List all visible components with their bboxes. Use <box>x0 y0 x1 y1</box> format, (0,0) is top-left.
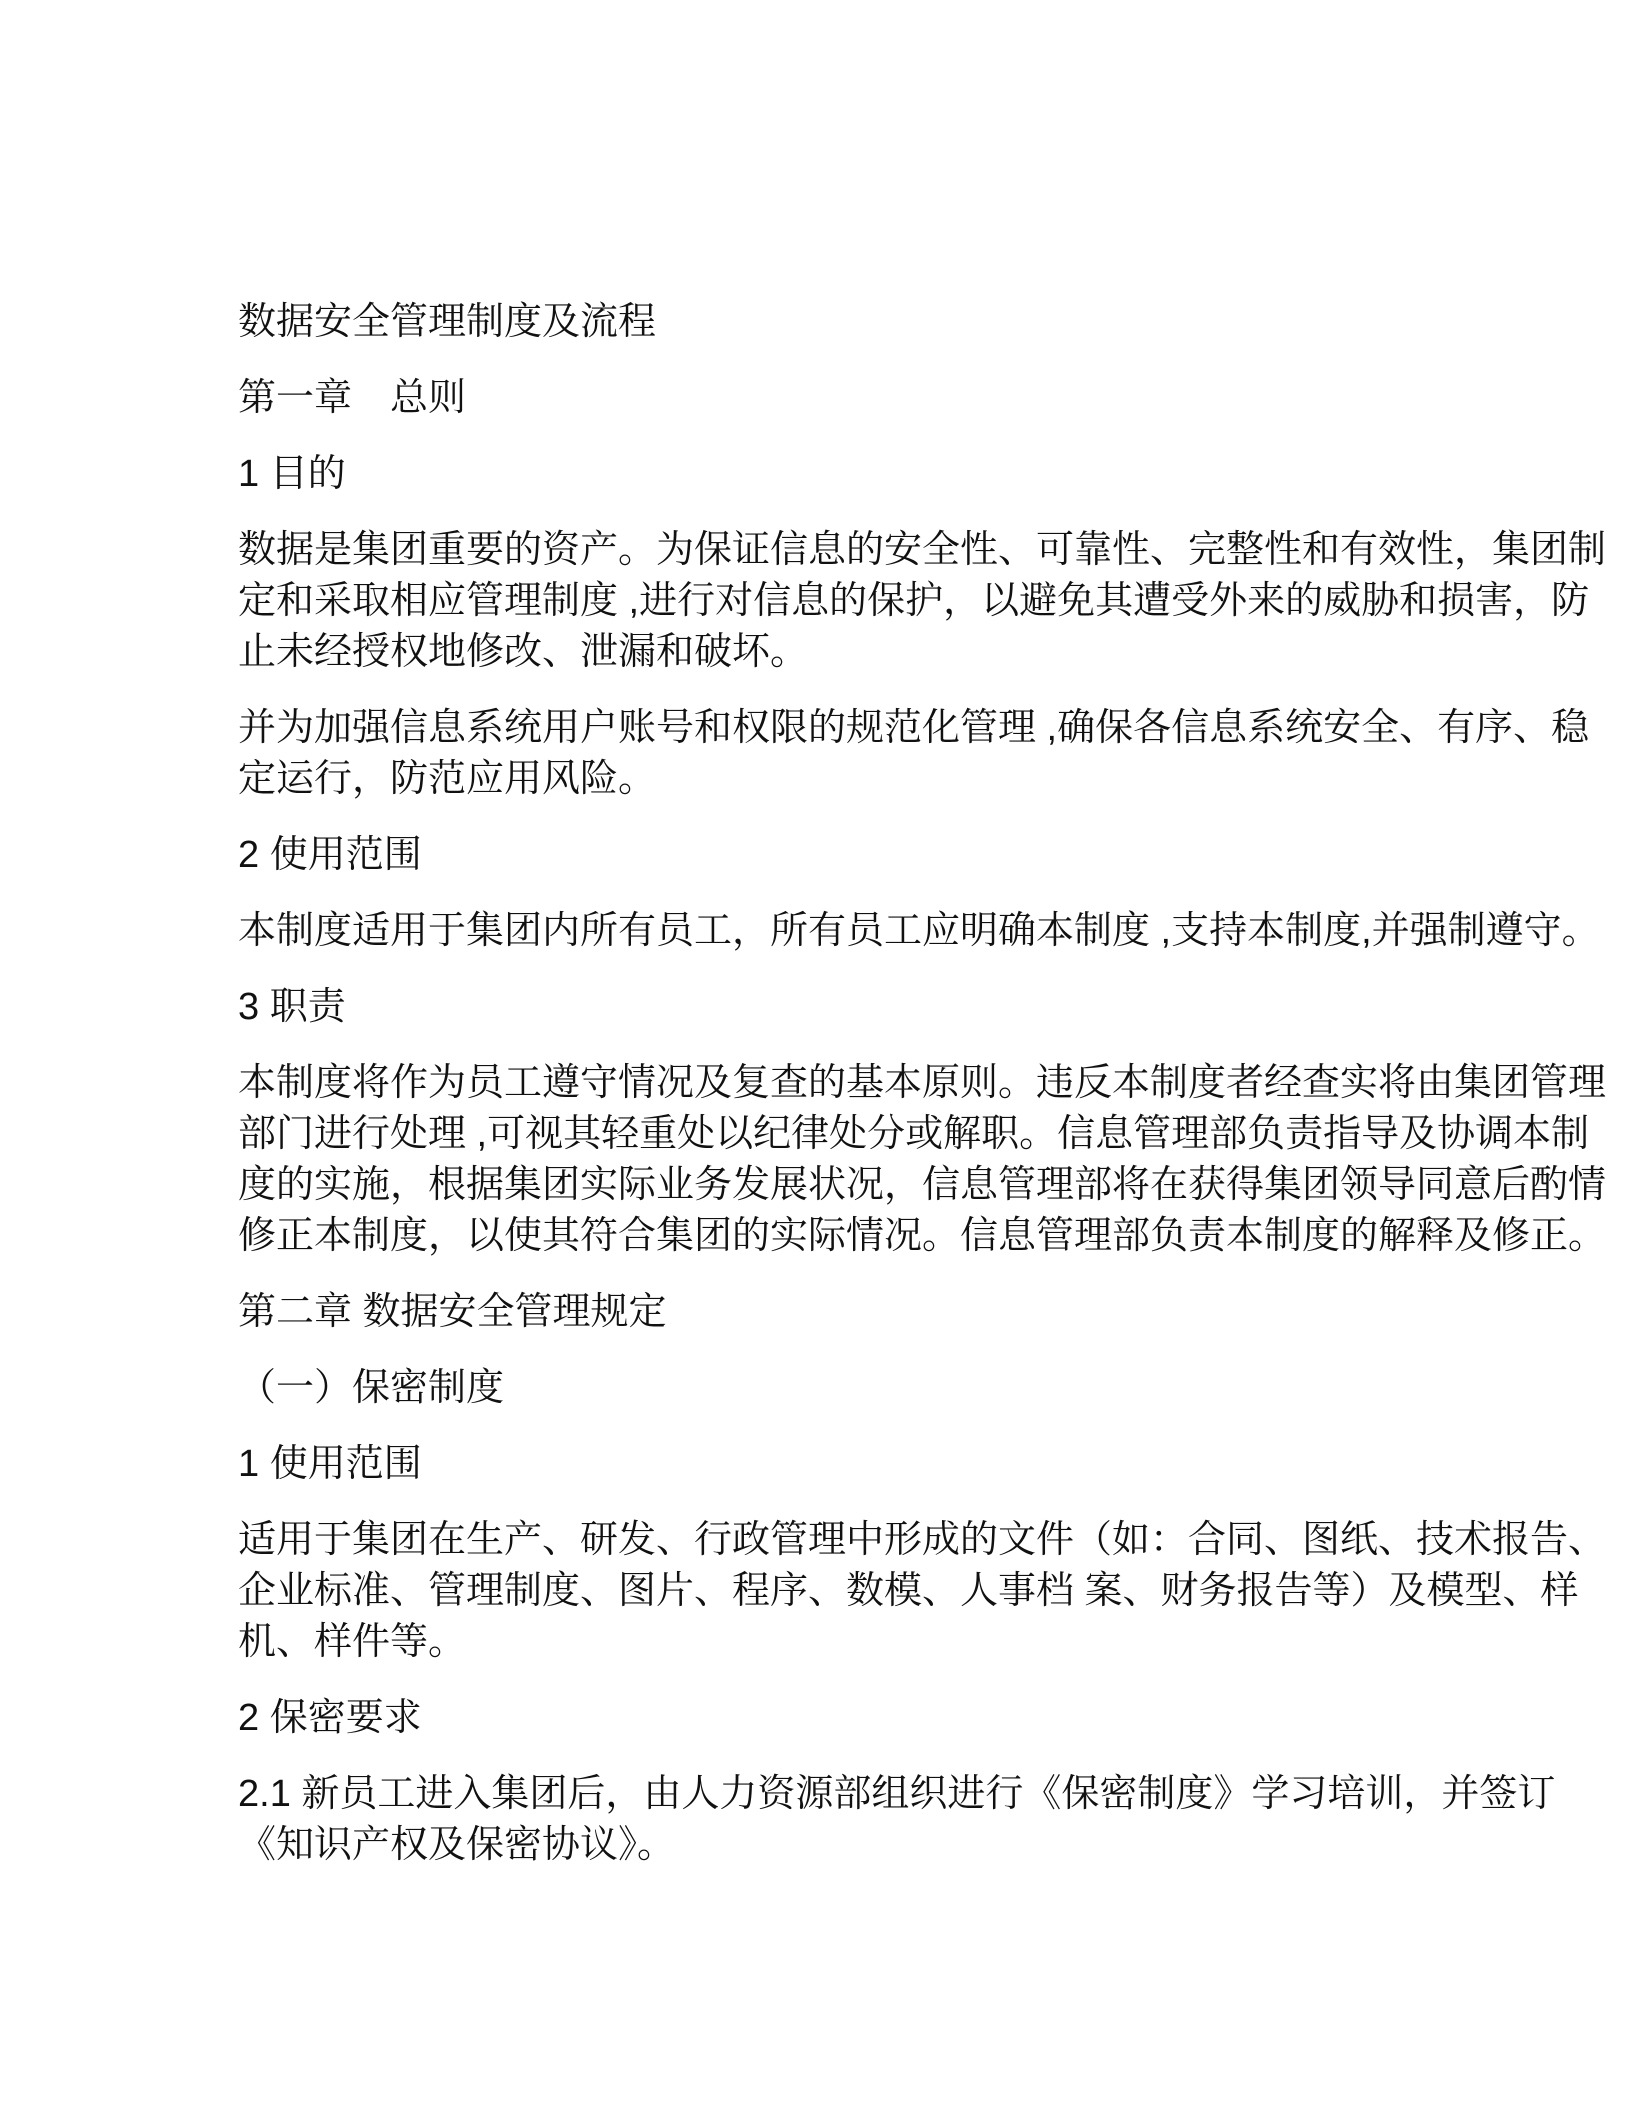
text-line: 部门进行处理 ,可视其轻重处以纪律处分或解职。信息管理部负责指导及协调本制 <box>238 1113 1590 1155</box>
heading <box>238 906 1600 957</box>
text-line: 第一章 总则 <box>238 377 467 419</box>
document-body <box>238 373 1607 1871</box>
text-line: 定运行，防范应用风险。 <box>238 758 657 800</box>
text-line: 并为加强信息系统用户账号和权限的规范化管理 ,确保各信息系统安全、有序、稳 <box>238 707 1590 749</box>
paragraph <box>238 525 1607 678</box>
heading <box>238 373 1418 424</box>
text-line: 机、样件等。 <box>238 1621 467 1663</box>
text-line: （一）保密制度 <box>238 1367 505 1409</box>
text-line: 数据是集团重要的资产。为保证信息的安全性、可靠性、完整性和有效性，集团制 <box>238 529 1607 571</box>
text-line: 《知识产权及保密协议》。 <box>238 1824 676 1866</box>
paragraph <box>238 1058 1607 1262</box>
text-line: 企业标准、管理制度、图片、程序、数模、人事档 案、财务报告等）及模型、样 <box>238 1570 1579 1612</box>
text-line: 2 保密要求 <box>238 1697 422 1739</box>
text-line: 1 使用范围 <box>238 1443 422 1485</box>
heading <box>238 1693 1418 1744</box>
text-line: 修正本制度，以使其符合集团的实际情况。信息管理部负责本制度的解释及修正。 <box>238 1215 1607 1257</box>
heading <box>238 830 1418 881</box>
paragraph <box>238 703 1590 805</box>
text-line: 适用于集团在生产、研发、行政管理中形成的文件（如：合同、图纸、技术报告、 <box>238 1519 1607 1561</box>
text-line: 3 职责 <box>238 986 346 1028</box>
heading <box>238 1363 1418 1414</box>
heading <box>238 449 1418 500</box>
heading <box>238 1287 1418 1338</box>
text-line: 度的实施，根据集团实际业务发展状况，信息管理部将在获得集团领导同意后酌情 <box>238 1164 1607 1206</box>
document-title <box>238 297 1418 348</box>
text-line: 定和采取相应管理制度 ,进行对信息的保护，以避免其遭受外来的威胁和损害，防 <box>238 580 1590 622</box>
heading <box>238 982 1418 1033</box>
paragraph <box>238 1769 1556 1871</box>
text-line: 止未经授权地修改、泄漏和破坏。 <box>238 631 809 673</box>
text-line: 第二章 数据安全管理规定 <box>238 1291 667 1333</box>
heading <box>238 1439 1418 1490</box>
title-text: 数据安全管理制度及流程 <box>238 301 657 343</box>
document-page <box>238 297 1607 1896</box>
text-line: 本制度适用于集团内所有员工，所有员工应明确本制度 ,支持本制度,并强制遵守。 <box>238 910 1600 952</box>
text-line: 2.1 新员工进入集团后，由人力资源部组织进行《保密制度》学习培训，并签订 <box>238 1773 1556 1815</box>
text-line: 本制度将作为员工遵守情况及复查的基本原则。违反本制度者经查实将由集团管理 <box>238 1062 1607 1104</box>
text-line: 2 使用范围 <box>238 834 422 876</box>
text-line: 1 目的 <box>238 453 346 495</box>
paragraph <box>238 1515 1607 1668</box>
